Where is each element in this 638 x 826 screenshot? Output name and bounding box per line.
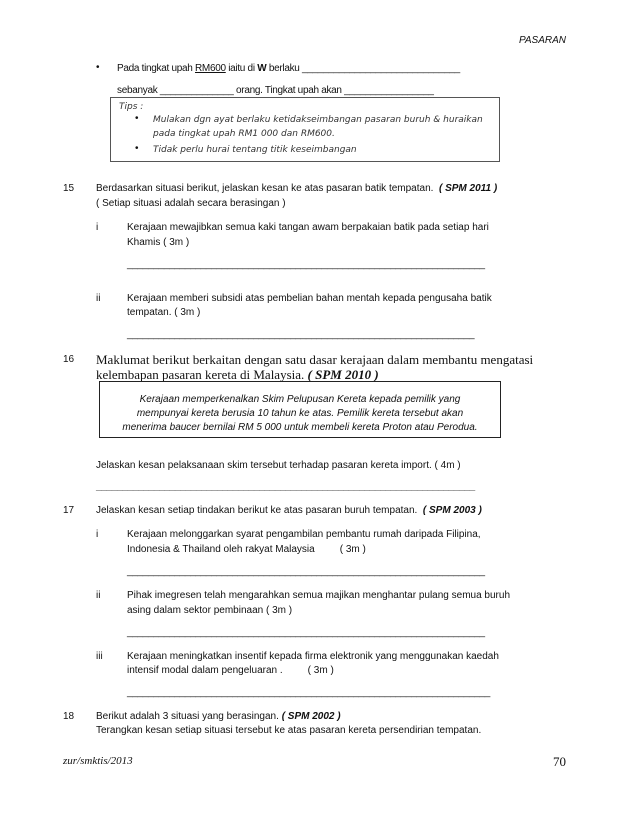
page-number: 70 xyxy=(553,754,566,769)
q18-line2: Terangkan kesan setiap situasi tersebut ke atas pasaran kereta persendirian tempatan. xyxy=(96,725,482,736)
tips-bullet-1: • xyxy=(135,113,139,124)
q17-iii-line2: intensif modal dalam pengeluaran . ( 3m ) xyxy=(127,665,334,676)
q17-ii-num: ii xyxy=(96,590,101,601)
footer-left: zur/smktis/2013 xyxy=(63,755,133,767)
q15-i-num: i xyxy=(96,222,99,233)
q17-i-num: i xyxy=(96,529,99,540)
tips-bullet-2: • xyxy=(135,143,139,154)
q17-ii-answer-line: ____________________________________________________________________ xyxy=(127,627,485,638)
q18-text xyxy=(96,711,341,722)
q17-ref: ( SPM 2003 ) xyxy=(422,505,482,516)
q15-ii-line2: tempatan. ( 3m ) xyxy=(127,307,201,318)
tips-item-1b: pada tingkat upah RM1 000 dan RM600. xyxy=(153,129,335,139)
page-header-title: PASARAN xyxy=(518,35,566,46)
q15-text xyxy=(96,183,497,194)
q17-text xyxy=(96,505,482,516)
q15-ii-line1: Kerajaan memberi subsidi atas pembelian bahan mentah kepada pengusaha batik xyxy=(127,293,492,304)
bullet-text-a: Pada tingkat upah xyxy=(117,63,195,74)
bullet-text-c: iaitu di xyxy=(225,63,258,74)
wage-value: RM600 xyxy=(195,63,226,74)
q15-i-line2: Khamis ( 3m ) xyxy=(127,237,190,248)
q15-ii-num: ii xyxy=(96,293,101,304)
q17-number: 17 xyxy=(63,505,75,516)
q15-ref: ( SPM 2011 ) xyxy=(438,183,498,194)
q15-note: ( Setiap situasi adalah secara berasingan ) xyxy=(96,198,286,209)
q17-i-answer-line: ____________________________________________________________________ xyxy=(127,566,485,577)
q18-question: Berikut adalah 3 situasi yang berasingan. xyxy=(96,711,279,722)
q16-answer-line: ________________________________________________________________________ xyxy=(96,481,475,492)
bullet-line-2: sebanyak ______________ orang. Tingkat upah akan _________________ xyxy=(117,85,434,96)
q16-question: Jelaskan kesan pelaksanaan skim tersebut terhadap pasaran kereta import. ( 4m ) xyxy=(96,460,461,471)
tips-box xyxy=(110,97,500,162)
q17-iii-line1: Kerajaan meningkatkan insentif kepada firma elektronik yang menggunakan kaedah xyxy=(127,651,499,662)
q15-ii-answer-line: __________________________________________________________________ xyxy=(127,329,475,340)
tips-item-2: Tidak perlu hurai tentang titik keseimbangan xyxy=(153,145,357,155)
q16-box-line2: mempunyai kereta berusia 10 tahun ke atas. Pemilik kereta tersebut akan xyxy=(136,408,464,419)
q17-ii-line2: asing dalam sektor pembinaan ( 3m ) xyxy=(127,605,293,616)
q15-number: 15 xyxy=(63,183,75,194)
q17-ii-line1: Pihak imegresen telah mengarahkan semua majikan menghantar pulang semua buruh xyxy=(127,590,511,601)
q16-line2: kelembapan pasaran kereta di Malaysia. xyxy=(96,367,305,382)
q15-question: Berdasarkan situasi berikut, jelaskan kesan ke atas pasaran batik tempatan. xyxy=(96,183,434,194)
bullet-line-1 xyxy=(117,63,460,74)
q16-number: 16 xyxy=(63,354,75,365)
q16-box-line3: menerima baucer bernilai RM 5 000 untuk membeli kereta Proton atau Perodua. xyxy=(122,422,478,433)
q15-i-line1: Kerajaan mewajibkan semua kaki tangan awam berpakaian batik pada setiap hari xyxy=(127,222,489,233)
q17-question: Jelaskan kesan setiap tindakan berikut ke atas pasaran buruh tempatan. xyxy=(96,505,418,516)
bullet-text-e: berlaku ______________________________ xyxy=(266,63,460,74)
q17-iii-num: iii xyxy=(96,651,103,662)
q17-iii-answer-line: _____________________________________________________________________ xyxy=(127,687,491,698)
tips-item-1a: Mulakan dgn ayat berlaku ketidakseimbangan pasaran buruh & huraikan xyxy=(153,115,483,125)
q17-i-line1: Kerajaan melonggarkan syarat pengambilan pembantu rumah daripada Filipina, xyxy=(127,529,481,540)
q18-ref: ( SPM 2002 ) xyxy=(281,711,341,722)
bullet-dot: • xyxy=(96,62,100,73)
q16-ref: ( SPM 2010 ) xyxy=(307,367,379,382)
q18-number: 18 xyxy=(63,711,75,722)
q16-box-line1: Kerajaan memperkenalkan Skim Pelupusan Kereta kepada pemilik yang xyxy=(139,394,461,405)
tips-label: Tips : xyxy=(119,102,144,112)
q16-line1: Maklumat berikut berkaitan dengan satu dasar kerajaan dalam membantu mengatasi xyxy=(96,352,534,367)
q17-i-line2: Indonesia & Thailand oleh rakyat Malaysia ( 3m ) xyxy=(127,544,366,555)
q16-info-box xyxy=(99,381,501,438)
q15-i-answer-line: ____________________________________________________________________ xyxy=(127,259,485,270)
point-label: W xyxy=(257,63,267,74)
